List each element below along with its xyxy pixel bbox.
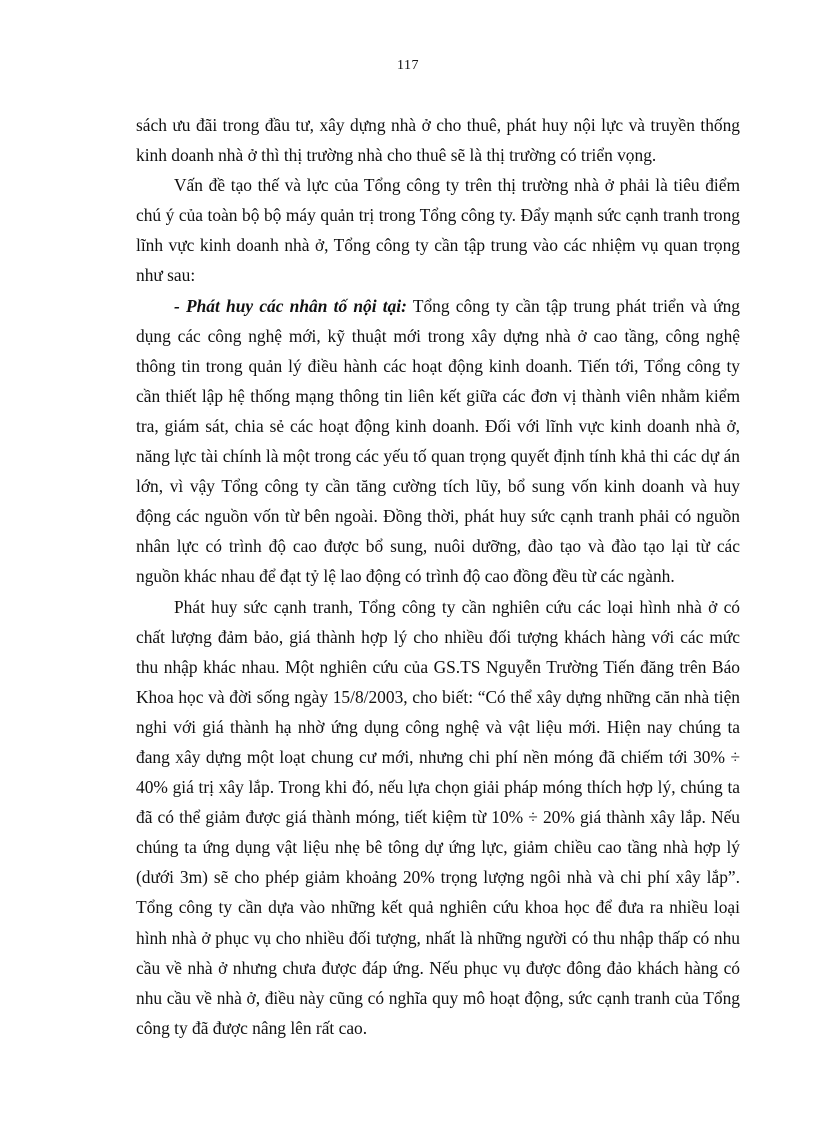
paragraph-competitiveness: Phát huy sức cạnh tranh, Tổng công ty cần nghiên cứu các loại hình nhà ở có chất lượng đảm bảo, giá thành hợp lý cho nhiều đối tượng khách hàng với các mức thu nhập khác nhau. Một nghiên cứu của GS.TS Nguyễn Trường Tiến đăng trên Báo Khoa học và đời sống ngày 15/8/2003, cho biết: “Có thể xây dựng những căn nhà tiện nghi với giá thành hạ nhờ ứng dụng công nghệ và vật liệu mới. Hiện nay chúng ta đang xây dựng một loạt chung cư mới, nhưng chi phí nền móng đã chiếm tới 30% ÷ 40% giá trị xây lắp. Trong khi đó, nếu lựa chọn giải pháp móng thích hợp lý, chúng ta đã có thể giảm được giá thành móng, tiết kiệm từ 10% ÷ 20% giá thành xây lắp. Nếu chúng ta ứng dụng vật liệu nhẹ bê tông dự ứng lực, giảm chiều cao tầng nhà hợp lý (dưới 3m) sẽ cho phép giảm khoảng 20% trọng lượng ngôi nhà và chi phí xây lắp”. Tổng công ty cần dựa vào những kết quả nghiên cứu khoa học để đưa ra nhiều loại hình nhà ở phục vụ cho nhiều đối tượng, nhất là những người có thu nhập thấp có nhu cầu về nhà ở nhưng chưa được đáp ứng. Nếu phục vụ được đông đảo khách hàng có nhu cầu về nhà ở, điều này cũng có nghĩa quy mô hoạt động, sức cạnh tranh của Tổng công ty đã được nâng lên rất cao. — [136, 596, 740, 1038]
paragraph-internal-factors — [136, 291, 740, 592]
paragraph-intro: Vấn đề tạo thế và lực của Tổng công ty trên thị trường nhà ở phải là tiêu điểm chú ý của toàn bộ bộ máy quản trị trong Tổng công ty. Đẩy mạnh sức cạnh tranh trong lĩnh vực kinh doanh nhà ở, Tổng công ty cần tập trung vào các nhiệm vụ quan trọng như sau: — [136, 175, 740, 286]
body-text — [136, 110, 740, 1043]
paragraph-internal-factors-body: Tổng công ty cần tập trung phát triển và ứng dụng các công nghệ mới, kỹ thuật mới trong xây dựng nhà ở cao tầng, công nghệ thông tin trong quản lý điều hành các hoạt động kinh doanh. Tiến tới, Tổng công ty cần thiết lập hệ thống mạng thông tin liên kết giữa các đơn vị thành viên nhằm kiểm tra, giám sát, chia sẻ các hoạt động kinh doanh. Đối với lĩnh vực kinh doanh nhà ở, năng lực tài chính là một trong các yếu tố quan trọng quyết định tính khả thi các dự án lớn, vì vậy Tổng công ty cần tăng cường tích lũy, bổ sung vốn kinh doanh và huy động các nguồn vốn từ bên ngoài. Đồng thời, phát huy sức cạnh tranh phải có nguồn nhân lực có trình độ cao được bổ sung, nuôi dưỡng, đào tạo và đào tạo lại từ các nguồn khác nhau để đạt tỷ lệ lao động có trình độ cao đồng đều từ các ngành. — [136, 295, 740, 587]
section-lead-heading: - Phát huy các nhân tố nội tại: — [174, 295, 407, 316]
paragraph-continuation: sách ưu đãi trong đầu tư, xây dựng nhà ở cho thuê, phát huy nội lực và truyền thống kinh doanh nhà ở thì thị trường nhà cho thuê sẽ là thị trường có triển vọng. — [136, 115, 740, 166]
page-number: 117 — [397, 58, 419, 73]
